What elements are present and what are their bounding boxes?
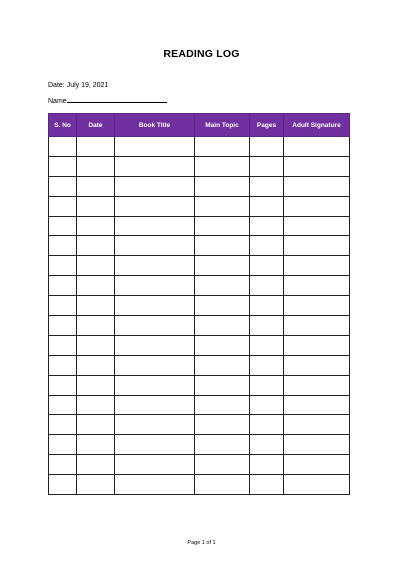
table-cell[interactable]	[49, 375, 77, 395]
column-header-sno: S. No	[49, 114, 77, 137]
table-cell[interactable]	[195, 216, 250, 236]
table-cell[interactable]	[284, 236, 350, 256]
table-cell[interactable]	[284, 395, 350, 415]
table-cell[interactable]	[49, 455, 77, 475]
table-cell[interactable]	[195, 276, 250, 296]
table-cell[interactable]	[284, 176, 350, 196]
table-cell[interactable]	[284, 316, 350, 336]
table-cell[interactable]	[195, 455, 250, 475]
table-cell[interactable]	[195, 415, 250, 435]
table-cell[interactable]	[115, 216, 195, 236]
table-cell[interactable]	[77, 316, 115, 336]
table-cell[interactable]	[195, 256, 250, 276]
table-cell[interactable]	[284, 137, 350, 157]
table-cell[interactable]	[115, 296, 195, 316]
table-cell[interactable]	[284, 216, 350, 236]
table-cell[interactable]	[195, 395, 250, 415]
table-cell[interactable]	[115, 196, 195, 216]
table-header-row	[49, 114, 350, 137]
column-header-book-title: Book Title	[115, 114, 195, 137]
table-cell[interactable]	[49, 236, 77, 256]
table-cell[interactable]	[115, 475, 195, 495]
table-cell[interactable]	[195, 196, 250, 216]
table-cell[interactable]	[195, 335, 250, 355]
table-cell[interactable]	[250, 296, 284, 316]
table-cell[interactable]	[77, 236, 115, 256]
table-cell[interactable]	[77, 415, 115, 435]
table-cell[interactable]	[77, 256, 115, 276]
table-cell[interactable]	[115, 236, 195, 256]
table-cell[interactable]	[49, 276, 77, 296]
column-header-adult-signature: Adult Signature	[284, 114, 350, 137]
table-cell[interactable]	[195, 355, 250, 375]
table-cell[interactable]	[284, 156, 350, 176]
table-cell[interactable]	[49, 216, 77, 236]
table-cell[interactable]	[284, 415, 350, 435]
table-cell[interactable]	[284, 435, 350, 455]
table-cell[interactable]	[115, 335, 195, 355]
table-row	[49, 196, 350, 216]
table-cell[interactable]	[250, 176, 284, 196]
table-body	[49, 137, 350, 495]
table-row	[49, 176, 350, 196]
table-cell[interactable]	[284, 196, 350, 216]
table-cell[interactable]	[49, 355, 77, 375]
table-cell[interactable]	[49, 415, 77, 435]
table-cell[interactable]	[115, 156, 195, 176]
table-cell[interactable]	[115, 455, 195, 475]
table-cell[interactable]	[250, 395, 284, 415]
table-cell[interactable]	[250, 236, 284, 256]
table-row	[49, 137, 350, 157]
table-cell[interactable]	[250, 335, 284, 355]
table-cell[interactable]	[195, 475, 250, 495]
table-row	[49, 216, 350, 236]
table-cell[interactable]	[284, 475, 350, 495]
table-row	[49, 395, 350, 415]
table-cell[interactable]	[250, 475, 284, 495]
table-cell[interactable]	[77, 355, 115, 375]
table-cell[interactable]	[250, 375, 284, 395]
table-cell[interactable]	[250, 216, 284, 236]
table-row	[49, 296, 350, 316]
table-cell[interactable]	[250, 196, 284, 216]
table-cell[interactable]	[115, 137, 195, 157]
table-row	[49, 335, 350, 355]
table-cell[interactable]	[77, 276, 115, 296]
table-cell[interactable]	[284, 276, 350, 296]
reading-log-table	[48, 113, 350, 495]
table-cell[interactable]	[49, 475, 77, 495]
table-cell[interactable]	[77, 296, 115, 316]
column-header-date: Date	[77, 114, 115, 137]
table-cell[interactable]	[250, 156, 284, 176]
name-line	[48, 95, 167, 106]
table-row	[49, 256, 350, 276]
table-cell[interactable]	[115, 316, 195, 336]
table-cell[interactable]	[77, 137, 115, 157]
table-cell[interactable]	[49, 435, 77, 455]
table-cell[interactable]	[49, 156, 77, 176]
table-cell[interactable]	[250, 256, 284, 276]
table-row	[49, 236, 350, 256]
table-cell[interactable]	[77, 375, 115, 395]
table-cell[interactable]	[77, 196, 115, 216]
table-cell[interactable]	[115, 375, 195, 395]
table-cell[interactable]	[77, 156, 115, 176]
table-cell[interactable]	[77, 216, 115, 236]
table-cell[interactable]	[195, 236, 250, 256]
table-row	[49, 276, 350, 296]
table-cell[interactable]	[115, 256, 195, 276]
table-cell[interactable]	[195, 176, 250, 196]
column-header-pages: Pages	[250, 114, 284, 137]
table-row	[49, 435, 350, 455]
table-cell[interactable]	[49, 335, 77, 355]
table-cell[interactable]	[49, 395, 77, 415]
table-cell[interactable]	[77, 435, 115, 455]
table-cell[interactable]	[195, 435, 250, 455]
table-cell[interactable]	[195, 375, 250, 395]
date-label: Date:	[48, 82, 65, 89]
table-cell[interactable]	[284, 455, 350, 475]
table-cell[interactable]	[49, 296, 77, 316]
table-cell[interactable]	[250, 137, 284, 157]
table-cell[interactable]	[49, 196, 77, 216]
name-label: Name	[48, 98, 67, 105]
table-row	[49, 156, 350, 176]
table-row	[49, 375, 350, 395]
table-cell[interactable]	[195, 296, 250, 316]
table-cell[interactable]	[77, 395, 115, 415]
table-cell[interactable]	[115, 395, 195, 415]
table-cell[interactable]	[250, 455, 284, 475]
table-cell[interactable]	[284, 296, 350, 316]
table-cell[interactable]	[284, 256, 350, 276]
table-cell[interactable]	[115, 415, 195, 435]
table-cell[interactable]	[250, 355, 284, 375]
table-cell[interactable]	[49, 137, 77, 157]
page-number: Page 1 of 1	[187, 540, 216, 546]
table-cell[interactable]	[195, 316, 250, 336]
table-cell[interactable]	[77, 475, 115, 495]
table-cell[interactable]	[284, 335, 350, 355]
table-cell[interactable]	[250, 276, 284, 296]
table-cell[interactable]	[115, 355, 195, 375]
table-cell[interactable]	[49, 256, 77, 276]
table-cell[interactable]	[115, 435, 195, 455]
date-value: July 19, 2021	[66, 82, 109, 89]
table-row	[49, 316, 350, 336]
table-cell[interactable]	[115, 276, 195, 296]
table-cell[interactable]	[195, 137, 250, 157]
column-header-main-topic: Main Topic	[195, 114, 250, 137]
table-cell[interactable]	[250, 316, 284, 336]
table-row	[49, 455, 350, 475]
table-cell[interactable]	[77, 335, 115, 355]
table-cell[interactable]	[284, 375, 350, 395]
name-field[interactable]	[67, 95, 167, 103]
table-row	[49, 415, 350, 435]
table-cell[interactable]	[49, 316, 77, 336]
table-cell[interactable]	[250, 435, 284, 455]
table-cell[interactable]	[250, 415, 284, 435]
table-cell[interactable]	[77, 176, 115, 196]
table-cell[interactable]	[77, 455, 115, 475]
table-cell[interactable]	[49, 176, 77, 196]
page-title: READING LOG	[163, 48, 240, 60]
table-row	[49, 475, 350, 495]
table-cell[interactable]	[115, 176, 195, 196]
table-row	[49, 355, 350, 375]
table-cell[interactable]	[195, 156, 250, 176]
date-line	[48, 81, 108, 90]
table-cell[interactable]	[284, 355, 350, 375]
